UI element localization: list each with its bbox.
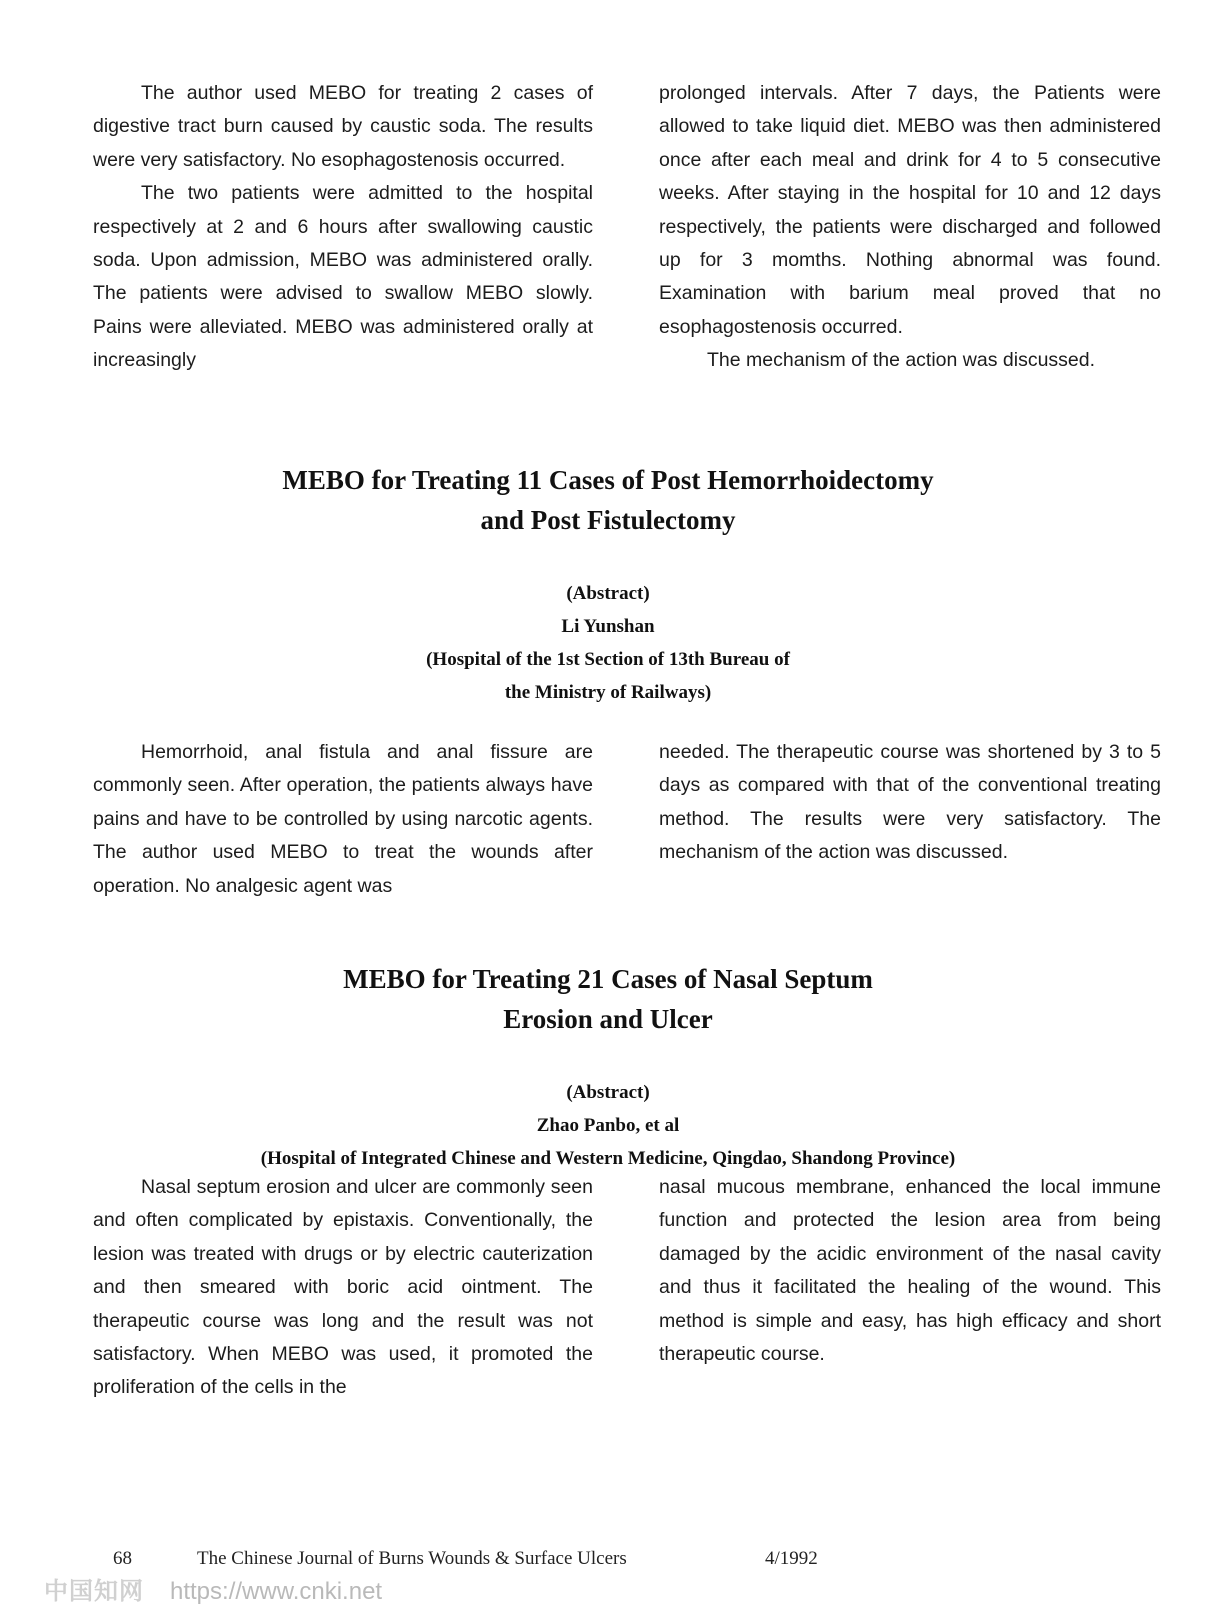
article3-body-right: nasal mucous membrane, enhanced the local immune function and protected the lesion area from being damaged by the acidic environment of the nasal cavity and thus it facilitated the healing of the wound. This method is simple and easy, has high efficacy and short therapeutic course. <box>659 1176 1161 1366</box>
intro-right-column <box>659 77 1161 378</box>
article2-body-left: Hemorrhoid, anal fistula and anal fissure are commonly seen. After operation, the patients always have pains and have to be controlled by using narcotic agents. The author used MEBO to treat the wounds after operation. No analgesic agent was <box>93 741 593 897</box>
article3-affiliation: (Hospital of Integrated Chinese and Western Medicine, Qingdao, Shandong Province) <box>260 1148 956 1169</box>
article2-affiliation-line1: (Hospital of the 1st Section of 13th Bureau of <box>426 649 790 670</box>
article3-title-line1: MEBO for Treating 21 Cases of Nasal Septum <box>343 964 873 994</box>
article3-left-column <box>93 1171 593 1405</box>
article3-body-left: Nasal septum erosion and ulcer are commonly seen and often complicated by epistaxis. Conventionally, the lesion was treated with drugs or by electric cauterization and then smeared with boric acid ointment. The therapeutic course was long and the result was not satisfactory. When MEBO was used, it promoted the proliferation of the cells in the <box>93 1176 593 1399</box>
article3-title <box>0 959 1216 1039</box>
article2-author: Li Yunshan <box>561 616 655 637</box>
issue-number: 4/1992 <box>765 1548 818 1569</box>
page-number: 68 <box>113 1548 132 1569</box>
article2-left-column <box>93 736 593 903</box>
article2-title-line1: MEBO for Treating 11 Cases of Post Hemorrhoidectomy <box>282 465 934 495</box>
journal-name: The Chinese Journal of Burns Wounds & Surface Ulcers <box>197 1548 627 1569</box>
article3-author: Zhao Panbo, et al <box>536 1115 680 1136</box>
article2-abstract-label: (Abstract) <box>566 583 650 604</box>
watermark-site-name: 中国知网 <box>44 1577 144 1605</box>
intro-left-column <box>93 77 593 378</box>
article3-meta <box>0 1076 1216 1175</box>
article2-affiliation-line2: the Ministry of Railways) <box>504 682 712 703</box>
article3-right-column <box>659 1171 1161 1371</box>
article2-meta <box>0 577 1216 709</box>
article2-title <box>0 460 1216 540</box>
article2-body-right: needed. The therapeutic course was shortened by 3 to 5 days as compared with that of the conventional treating method. The results were very satisfactory. The mechanism of the action was discussed. <box>659 741 1161 864</box>
article3-abstract-label: (Abstract) <box>566 1082 650 1103</box>
intro-paragraph: prolonged intervals. After 7 days, the Patients were allowed to take liquid diet. MEBO was then administered once after each meal and drink for 4 to 5 consecutive weeks. After staying in the hospital for 10 and 12 days respectively, the patients were discharged and followed up for 3 momths. Nothing abnormal was found. Examination with barium meal proved that no esophagostenosis occurred. <box>659 82 1161 338</box>
watermark-url: https://www.cnki.net <box>170 1578 383 1605</box>
article2-right-column <box>659 736 1161 870</box>
intro-paragraph: The author used MEBO for treating 2 cases of digestive tract burn caused by caustic soda. The results were very satisfactory. No esophagostenosis occurred. <box>93 82 593 171</box>
intro-paragraph: The two patients were admitted to the hospital respectively at 2 and 6 hours after swallowing caustic soda. Upon admission, MEBO was administered orally. The patients were advised to swallow MEBO slowly. Pains were alleviated. MEBO was administered orally at increasingly <box>93 182 593 372</box>
cnki-watermark <box>44 1571 382 1606</box>
article2-title-line2: and Post Fistulectomy <box>480 505 736 535</box>
article3-title-line2: Erosion and Ulcer <box>503 1004 713 1034</box>
intro-paragraph: The mechanism of the action was discussed. <box>707 349 1096 372</box>
